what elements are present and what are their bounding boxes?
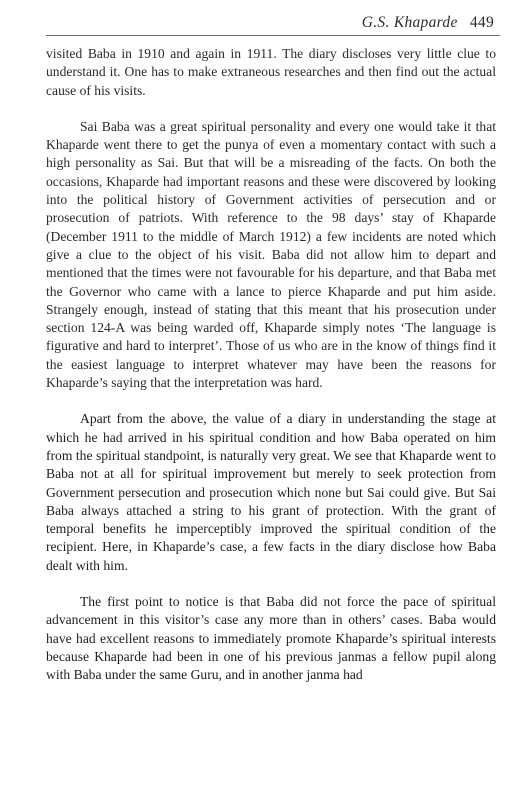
body-text	[46, 45, 496, 703]
header-rule	[46, 35, 500, 36]
page-number: 449	[469, 14, 494, 31]
running-head	[362, 14, 494, 32]
paragraph-4: The first point to notice is that Baba did not force the pace of spiritual advancement in this visitor’s case any more than in others’ cases. Baba would have had excellent reasons to immediately promote Khaparde’s spiritual interests because Khaparde had been in one of his previous janmas a fellow pupil along with Baba under the same Guru, and in another janma had	[46, 594, 496, 683]
paragraph-2: Sai Baba was a great spiritual personality and every one would take it that Khaparde went there to get the punya of even a momentary contact with such a high personality as Sai. But that will be a misreading of the facts. On both the occasions, Khaparde had important reasons and these were discovered by looking into the political history of Government activities of persecution and or prosecution of patriots. With reference to the 98 days’ stay of Khaparde (December 1911 to the middle of March 1912) a few incidents are noted which give a clue to the object of his visit. Baba did not allow him to depart and mentioned that the times were not favourable for his departure, and that Baba met the Governor who came with a lance to pierce Khaparde and put him aside. Strangely enough, instead of stating that this meant that his prosecution under section 124-A was being warded off, Khaparde simply notes ‘The language is figurative and hard to interpret’. Those of us who are in the know of things find it the easiest language to interpret whatever may have been the reasons for Khaparde’s saying that the interpretation was hard.	[46, 118, 496, 391]
paragraph-1: visited Baba in 1910 and again in 1911. The diary discloses very little clue to understand it. One has to make extraneous researches and then find out the actual cause of his visits.	[46, 46, 496, 98]
running-head-author: G.S. Khaparde	[361, 14, 458, 31]
paragraph-3: Apart from the above, the value of a diary in understanding the stage at which he had arrived in his spiritual condition and how Baba operated on him from the spiritual standpoint, is naturally very great. We see that Khaparde went to Baba not at all for spiritual improvement but merely to seek protection from Government persecution and prosecution which none but Sai could give. But Sai Baba always attached a string to his grant of protection. With the grant of temporal benefits he imperceptibly improved the spiritual condition of the recipient. Here, in Khaparde’s case, a few facts in the diary disclose how Baba dealt with him.	[46, 411, 496, 573]
